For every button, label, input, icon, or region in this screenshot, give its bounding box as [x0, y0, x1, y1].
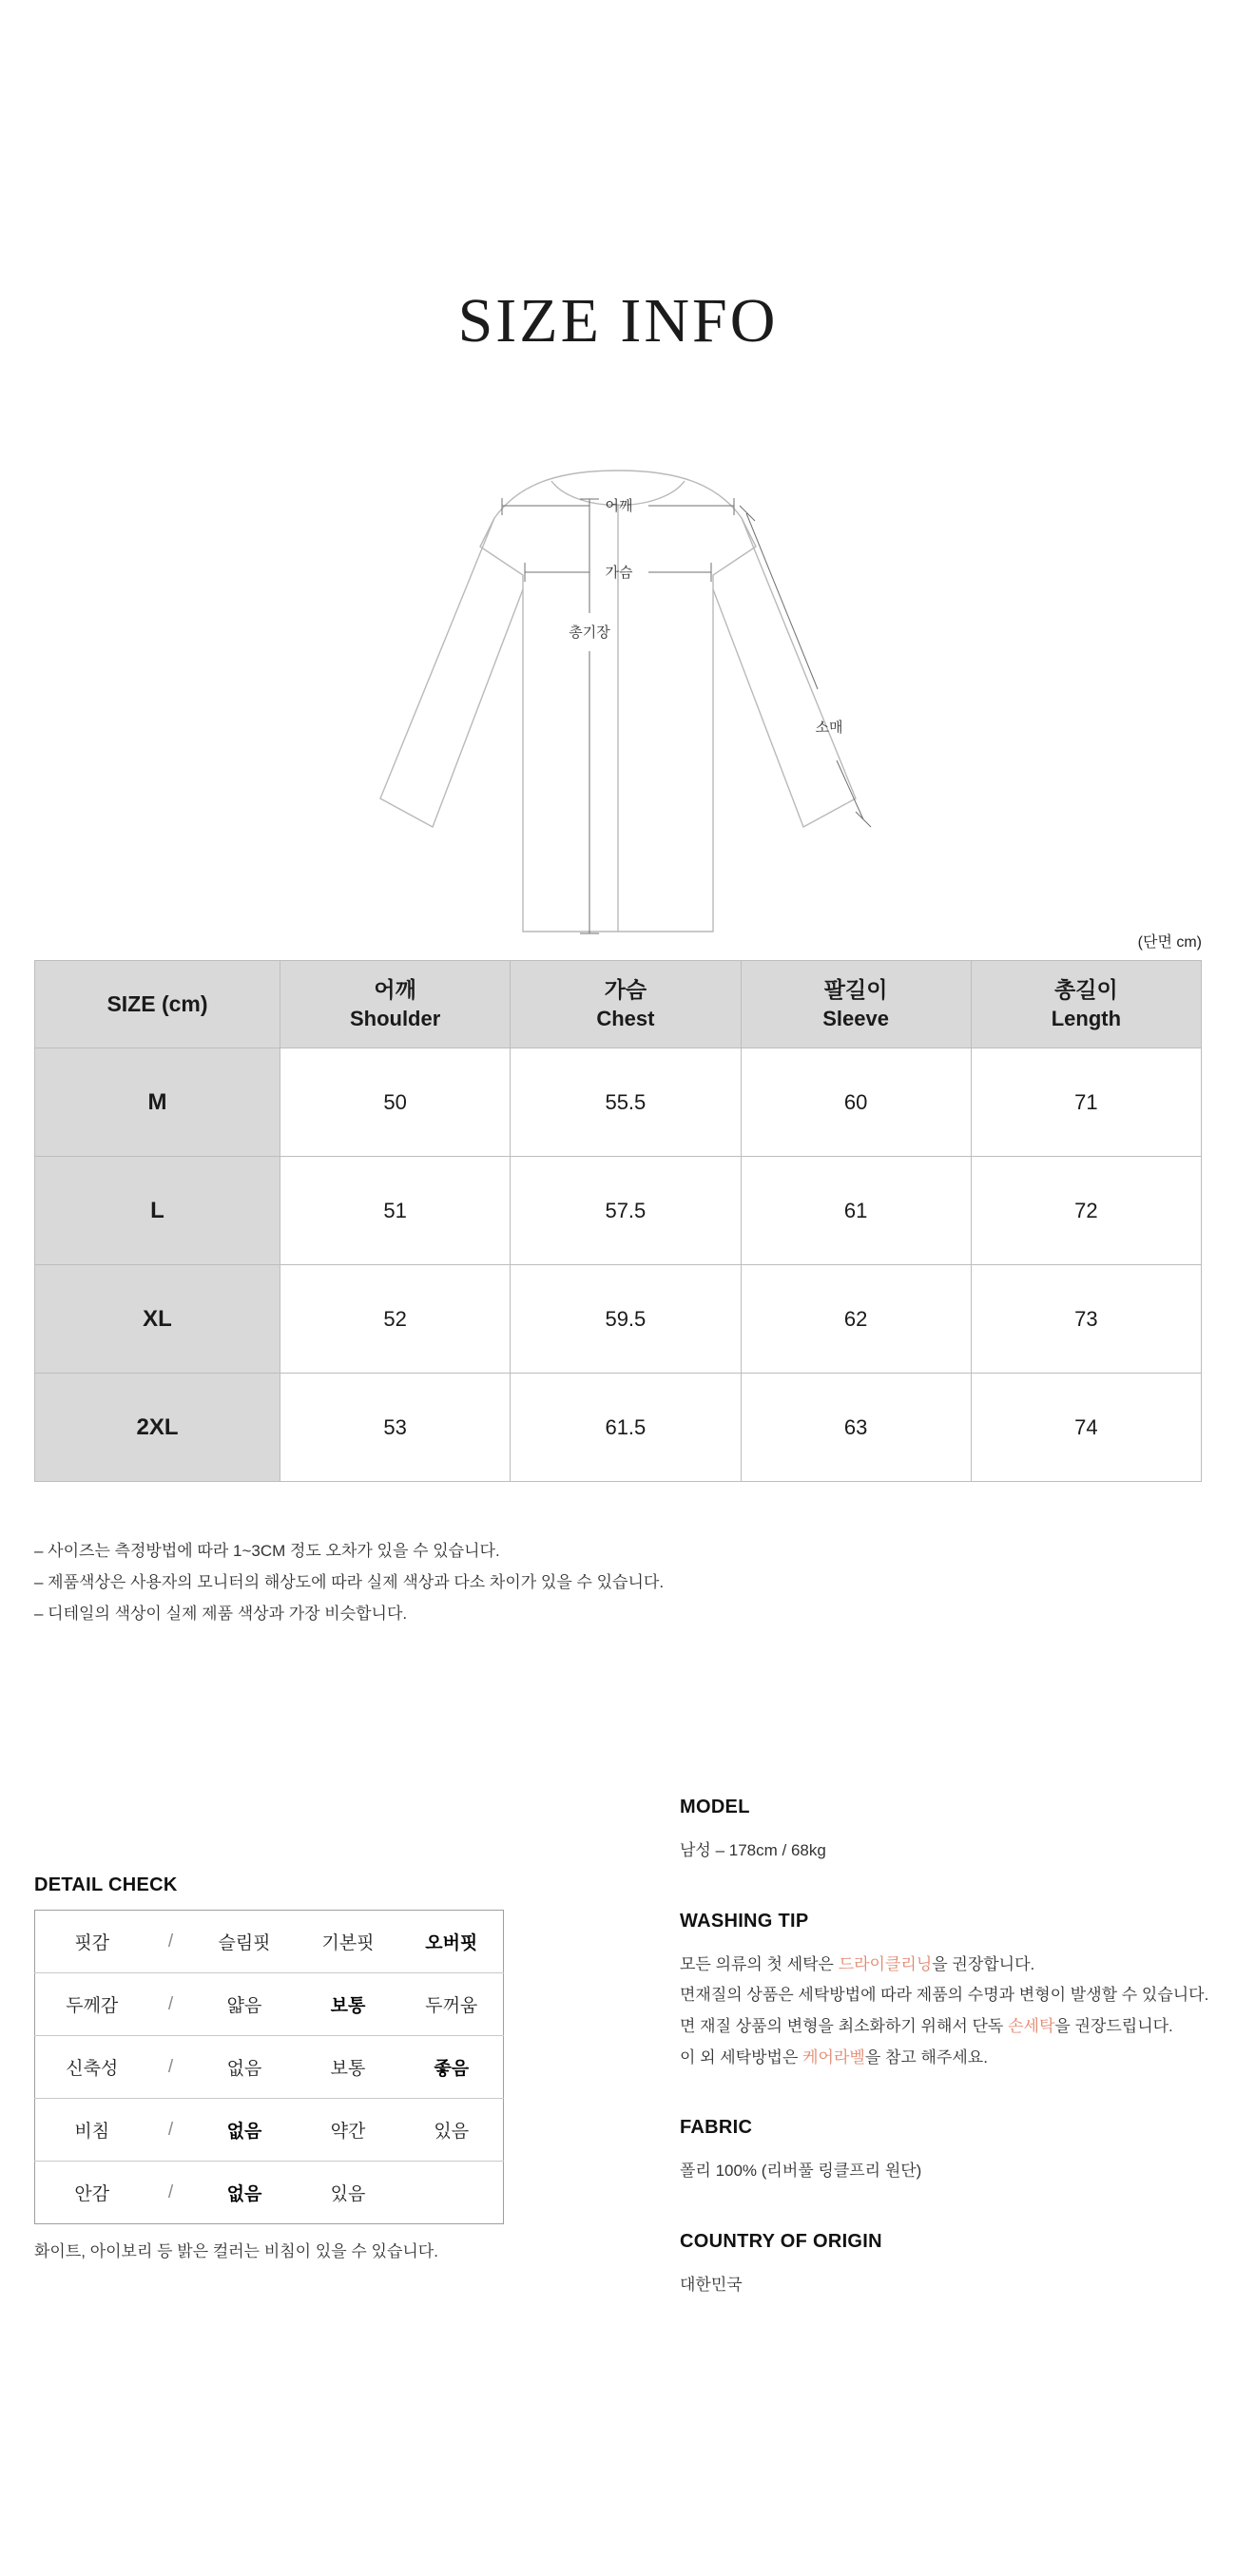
cell-size: 2XL — [35, 1374, 280, 1482]
model-heading: MODEL — [680, 1797, 750, 1817]
table-row — [35, 1374, 1202, 1482]
detail-check-separator: / — [149, 1973, 193, 2036]
detail-check-option-selected: 없음 — [193, 2099, 297, 2162]
washing-tip-heading: WASHING TIP — [680, 1910, 809, 1932]
detail-check-option-selected: 보통 — [297, 1973, 400, 2036]
detail-check-key: 핏감 — [35, 1911, 149, 1973]
washing-tip-line: 면 재질 상품의 변형을 최소화하기 위해서 단독 손세탁을 권장드립니다. — [680, 2016, 1173, 2035]
detail-check-option — [400, 2162, 504, 2224]
highlight-handwash: 손세탁 — [1008, 2016, 1055, 2035]
model-block — [680, 1797, 1212, 1867]
cell-shoulder: 50 — [280, 1048, 511, 1157]
unit-note: (단면 cm) — [1137, 934, 1202, 951]
detail-check-row — [35, 2099, 504, 2162]
garment-diagram — [0, 447, 1236, 960]
diagram-label-shoulder: 어깨 — [605, 498, 633, 514]
detail-check-option: 기본핏 — [297, 1911, 400, 1973]
detail-check-footnote: 화이트, 아이보리 등 밝은 컬러는 비침이 있을 수 있습니다. — [34, 2242, 438, 2260]
detail-check-separator: / — [149, 2036, 193, 2099]
detail-check-option: 보통 — [297, 2036, 400, 2099]
cell-length: 73 — [971, 1265, 1201, 1374]
cell-sleeve: 63 — [741, 1374, 971, 1482]
washing-tip-block — [680, 1911, 1212, 2074]
washing-tip-body — [680, 1950, 1212, 2074]
detail-check-row — [35, 1911, 504, 1973]
product-info-column — [680, 1797, 1212, 2300]
diagram-label-chest: 가슴 — [605, 565, 633, 581]
detail-check-key: 비침 — [35, 2099, 149, 2162]
size-table-body — [35, 1048, 1202, 1482]
note-line: – 사이즈는 측정방법에 따라 1~3CM 정도 오차가 있을 수 있습니다. — [34, 1542, 500, 1560]
detail-check-key: 신축성 — [35, 2036, 149, 2099]
detail-check-option-selected: 좋음 — [400, 2036, 504, 2099]
detail-check-key: 안감 — [74, 2184, 110, 2204]
size-notes — [34, 1535, 1080, 1629]
size-table-container — [34, 960, 1202, 1482]
detail-check-separator: / — [167, 2182, 174, 2202]
cell-size: M — [35, 1048, 280, 1157]
note-line: – 디테일의 색상이 실제 제품 색상과 가장 비슷합니다. — [34, 1605, 408, 1624]
cell-shoulder: 52 — [280, 1265, 511, 1374]
cell-length: 71 — [971, 1048, 1201, 1157]
cell-shoulder: 51 — [280, 1157, 511, 1265]
origin-heading: COUNTRY OF ORIGIN — [680, 2230, 882, 2252]
detail-check-option: 있음 — [330, 2184, 366, 2204]
washing-tip-line: 모든 의류의 첫 세탁은 드라이클리닝을 권장합니다. — [680, 1954, 1035, 1973]
detail-check-option: 슬림핏 — [193, 1911, 297, 1973]
detail-check-option: 두꺼움 — [400, 1973, 504, 2036]
origin-body: 대한민국 — [680, 2275, 743, 2294]
cell-shoulder: 53 — [280, 1374, 511, 1482]
cell-chest: 55.5 — [511, 1048, 741, 1157]
col-header-length: 총길이 Length — [971, 961, 1201, 1048]
cell-size: L — [35, 1157, 280, 1265]
cell-length: 72 — [971, 1157, 1201, 1265]
detail-check-option: 약간 — [297, 2099, 400, 2162]
fabric-block — [680, 2117, 1212, 2187]
cell-sleeve: 60 — [741, 1048, 971, 1157]
detail-check-title: DETAIL CHECK — [34, 1874, 178, 1895]
detail-check-option: 얇음 — [193, 1973, 297, 2036]
detail-check-option-selected: 오버핏 — [400, 1911, 504, 1973]
detail-check-option: 없음 — [193, 2036, 297, 2099]
note-line: – 제품색상은 사용자의 모니터의 해상도에 따라 실제 색상과 다소 차이가 있을 수 있습니다. — [34, 1573, 665, 1592]
detail-check-option-selected: 없음 — [226, 2184, 262, 2204]
detail-check-row — [35, 1973, 504, 2036]
model-body: 남성 – 178cm / 68kg — [680, 1841, 826, 1859]
detail-check-table — [34, 1910, 504, 2224]
cell-length: 74 — [971, 1374, 1201, 1482]
washing-tip-line: 면재질의 상품은 세탁방법에 따라 제품의 수명과 변형이 발생할 수 있습니다. — [680, 1986, 1209, 2005]
fabric-heading: FABRIC — [680, 2117, 753, 2139]
detail-check-row — [35, 2162, 504, 2224]
detail-check-separator: / — [149, 2099, 193, 2162]
table-row — [35, 1157, 1202, 1265]
page-title: SIZE INFO — [457, 286, 779, 356]
col-header-chest: 가슴 Chest — [511, 961, 741, 1048]
diagram-label-sleeve: 소매 — [815, 720, 843, 736]
highlight-carelabel: 케어라벨 — [802, 2047, 865, 2067]
washing-tip-line: 이 외 세탁방법은 케어라벨을 참고 해주세요. — [680, 2047, 988, 2067]
diagram-label-length: 총기장 — [569, 625, 610, 641]
cell-chest: 59.5 — [511, 1265, 741, 1374]
col-header-sleeve: 팔길이 Sleeve — [741, 961, 971, 1048]
cell-chest: 61.5 — [511, 1374, 741, 1482]
col-header-shoulder: 어깨 Shoulder — [280, 961, 511, 1048]
detail-check-section — [34, 1874, 510, 2261]
cell-sleeve: 61 — [741, 1157, 971, 1265]
detail-check-separator: / — [149, 1911, 193, 1973]
fabric-body: 폴리 100% (리버풀 링클프리 원단) — [680, 2162, 922, 2181]
cell-chest: 57.5 — [511, 1157, 741, 1265]
cell-size: XL — [35, 1265, 280, 1374]
garment-diagram-svg — [266, 447, 970, 951]
detail-check-key: 두께감 — [35, 1973, 149, 2036]
cell-sleeve: 62 — [741, 1265, 971, 1374]
table-header-row — [35, 961, 1202, 1048]
table-row — [35, 1265, 1202, 1374]
highlight-drycleaning: 드라이클리닝 — [838, 1954, 933, 1973]
size-table — [34, 960, 1202, 1482]
detail-check-option: 있음 — [400, 2099, 504, 2162]
table-row — [35, 1048, 1202, 1157]
origin-block — [680, 2231, 1212, 2301]
col-header-size: SIZE (cm) — [35, 961, 280, 1048]
size-table-head — [35, 961, 1202, 1048]
detail-check-row — [35, 2036, 504, 2099]
